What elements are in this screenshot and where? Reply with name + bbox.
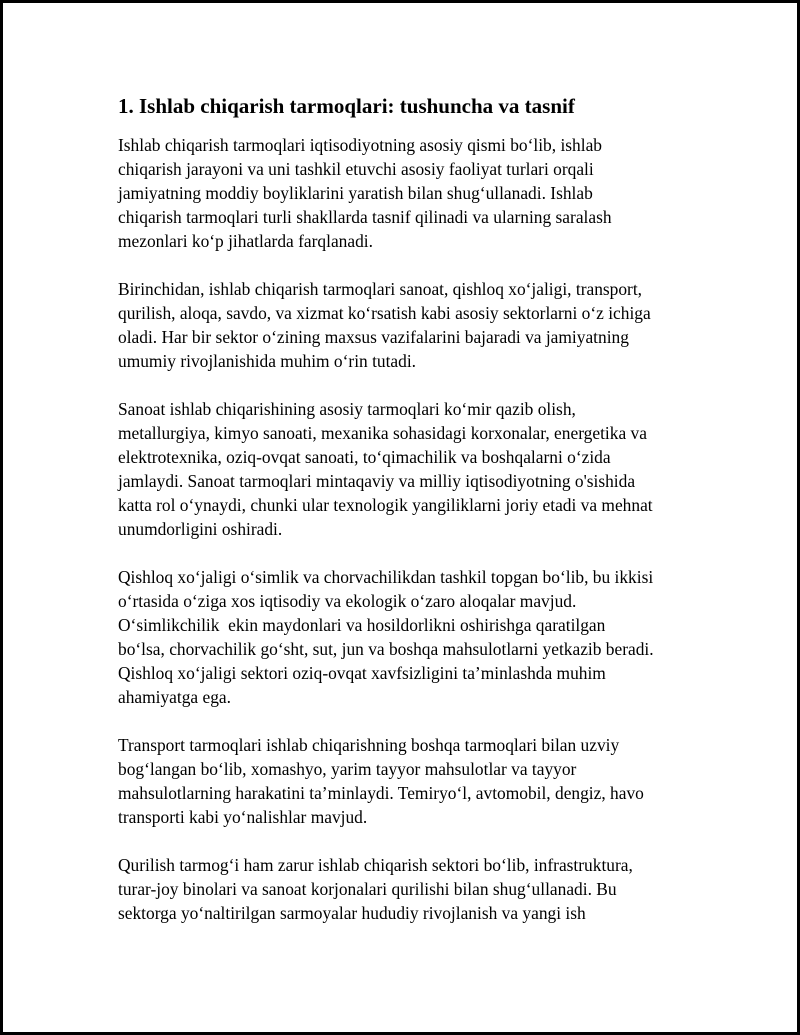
paragraph-construction [118, 853, 688, 925]
text-line: turar-joy binolari va sanoat korjonalari qurilishi bilan shug‘ullanadi. Bu [118, 879, 617, 899]
text-line: Transport tarmoqlari ishlab chiqarishning boshqa tarmoqlari bilan uzviy [118, 735, 620, 755]
text-line: metallurgiya, kimyo sanoati, mexanika sohasidagi korxonalar, energetika va [118, 423, 647, 443]
paragraph-intro [118, 133, 688, 253]
text-line: Ishlab chiqarish tarmoqlari iqtisodiyotning asosiy qismi bo‘lib, ishlab [118, 135, 602, 155]
text-line: Qishloq xo‘jaligi sektori oziq-ovqat xavfsizligini ta’minlashda muhim [118, 663, 606, 683]
text-line: O‘simlikchilik ekin maydonlari va hosildorlikni oshirishga qaratilgan [118, 615, 606, 635]
text-line: jamlaydi. Sanoat tarmoqlari mintaqaviy va milliy iqtisodiyotning o'sishida [118, 471, 636, 491]
text-line: ahamiyatga ega. [118, 687, 231, 707]
text-line: Birinchidan, ishlab chiqarish tarmoqlari sanoat, qishloq xo‘jaligi, transport, [118, 279, 643, 299]
text-line: bog‘langan bo‘lib, xomashyo, yarim tayyor mahsulotlar va tayyor [118, 759, 577, 779]
text-line: elektrotexnika, oziq-ovqat sanoati, to‘qimachilik va boshqalarni o‘zida [118, 447, 611, 467]
text-line: oladi. Har bir sektor o‘zining maxsus vazifalarini bajaradi va jamiyatning [118, 327, 629, 347]
text-line: Qishloq xo‘jaligi o‘simlik va chorvachilikdan tashkil topgan bo‘lib, bu ikkisi [118, 567, 654, 587]
text-line: chiqarish tarmoqlari turli shakllarda tasnif qilinadi va ularning saralash [118, 207, 612, 227]
text-line: o‘rtasida o‘ziga xos iqtisodiy va ekologik o‘zaro aloqalar mavjud. [118, 591, 577, 611]
paragraph-industry [118, 397, 688, 541]
text-line: bo‘lsa, chorvachilik go‘sht, sut, jun va boshqa mahsulotlarni yetkazib beradi. [118, 639, 654, 659]
text-line: unumdorligini oshiradi. [118, 519, 283, 539]
document-page [118, 93, 688, 949]
text-line: qurilish, aloqa, savdo, va xizmat ko‘rsatish kabi asosiy sektorlarni o‘z ichiga [118, 303, 651, 323]
section-heading: 1. Ishlab chiqarish tarmoqlari: tushuncha va tasnif [118, 94, 575, 118]
text-line: sektorga yo‘naltirilgan sarmoyalar hududiy rivojlanish va yangi ish [118, 903, 586, 923]
text-line: jamiyatning moddiy boyliklarini yaratish bilan shug‘ullanadi. Ishlab [118, 183, 593, 203]
text-line: transporti kabi yo‘nalishlar mavjud. [118, 807, 368, 827]
text-line: Sanoat ishlab chiqarishining asosiy tarmoqlari ko‘mir qazib olish, [118, 399, 576, 419]
text-line: katta rol o‘ynaydi, chunki ular texnologik yangiliklarni joriy etadi va mehnat [118, 495, 653, 515]
text-line: mahsulotlarning harakatini ta’minlaydi. Temiryo‘l, avtomobil, dengiz, havo [118, 783, 644, 803]
text-line: Qurilish tarmog‘i ham zarur ishlab chiqarish sektori bo‘lib, infrastruktura, [118, 855, 633, 875]
paragraph-agriculture [118, 565, 688, 709]
text-line: chiqarish jarayoni va uni tashkil etuvchi asosiy faoliyat turlari orqali [118, 159, 594, 179]
paragraph-transport [118, 733, 688, 829]
text-line: mezonlari ko‘p jihatlarda farqlanadi. [118, 231, 373, 251]
paragraph-sectors [118, 277, 688, 373]
text-line: umumiy rivojlanishida muhim o‘rin tutadi. [118, 351, 417, 371]
